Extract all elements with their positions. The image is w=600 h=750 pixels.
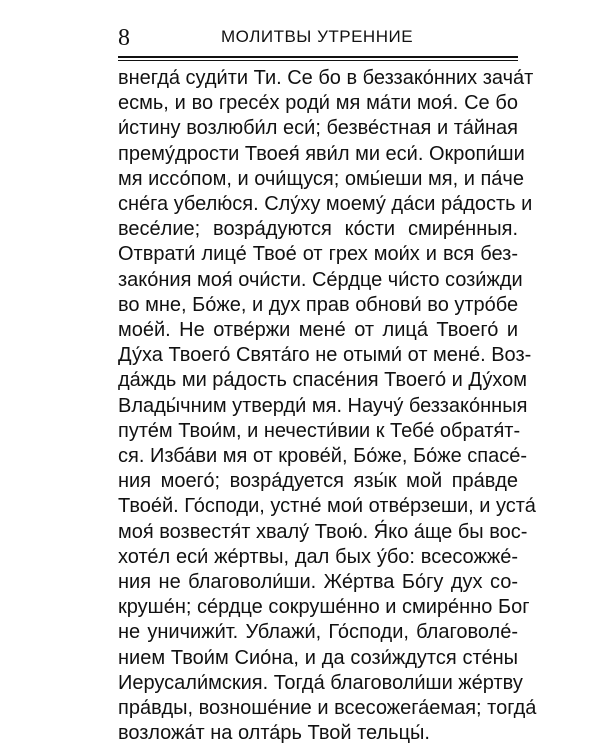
prayer-text [118, 66, 537, 746]
running-title: МОЛИТВЫ УТРЕННИЕ [221, 27, 414, 46]
text-line: моя́ возвестя́т хвалу́ Твою́. Я́ко а́ще бы вос- [118, 520, 528, 543]
text-line: Отврати́ лице́ Твое́ от грех мои́х и вся без- [118, 243, 518, 266]
text-line: ния не благоволи́ши. Же́ртва Бо́гу дух со- [118, 571, 518, 594]
header-rule-thick [118, 56, 518, 58]
text-line: зако́ния моя́ очи́сти. Се́рдце чи́сто сози́жди [118, 268, 523, 291]
text-line: пра́вды, возноше́ние и всесожега́емая; тогда́ [118, 697, 537, 720]
text-line: да́ждь ми ра́дость спасе́ния Твоего́ и Ду́хом [118, 369, 528, 392]
text-line-last: возложа́т на олта́рь Твой тельцы́. [118, 722, 430, 745]
text-line: во мне, Бо́же, и дух прав обнови́ во утро́бе [118, 293, 519, 316]
text-line: Иерусали́мския. Тогда́ благоволи́ши же́ртву [118, 671, 523, 694]
text-line: круше́н; се́рдце сокруше́нно и смире́нно Бог [118, 596, 530, 619]
text-line: внегда́ суди́ти Ти. Се бо в беззако́нних зача́т [118, 67, 534, 89]
text-line: весе́лие; возра́дуются ко́сти смире́нныя. [118, 218, 518, 241]
text-line: хоте́л еси́ же́ртвы, дал бых у́бо: всесожже́- [118, 545, 518, 568]
text-line: прему́дрости Твоея́ яви́л ми еси́. Окропи́ши [118, 142, 525, 165]
text-line: есмь, и во гресе́х роди́ мя ма́ти моя́. Се бо [118, 92, 518, 115]
page-header [118, 22, 518, 52]
text-line: Твое́й. Го́споди, устне́ мои́ отве́рзеши, и уста́ [118, 495, 536, 518]
text-line: путе́м Твои́м, и нечести́вии к Тебе́ обратя́т- [118, 419, 521, 442]
page-number: 8 [118, 25, 130, 51]
text-line: Ду́ха Твоего́ Свята́го не отыми́ от мене́. Воз- [118, 344, 532, 367]
text-line: ся. Изба́ви мя от крове́й, Бо́же, Бо́же спасе́- [118, 445, 527, 468]
text-line: нием Твои́м Сио́на, и да сози́ждутся сте́ны [118, 646, 518, 669]
text-line: и́стину возлюби́л еси́; безве́стная и та́йная [118, 117, 518, 140]
text-line: сне́га убелю́ся. Слу́ху моему́ да́си ра́дость и [118, 193, 533, 216]
text-line: мя иссо́пом, и очи́щуся; омы́еши мя, и па́че [118, 167, 524, 190]
text-line: мое́й. Не отве́ржи мене́ от лица́ Твоего́ и [118, 319, 518, 342]
header-rule-thin [118, 60, 518, 61]
text-line: Влады́чним утверди́ мя. Научу́ беззако́нныя [118, 394, 528, 417]
text-line: ния моего́; возра́дуется язы́к мой пра́вде [118, 470, 518, 493]
text-line: не уничижи́т. Ублажи́, Го́споди, благоволе́- [118, 621, 518, 644]
